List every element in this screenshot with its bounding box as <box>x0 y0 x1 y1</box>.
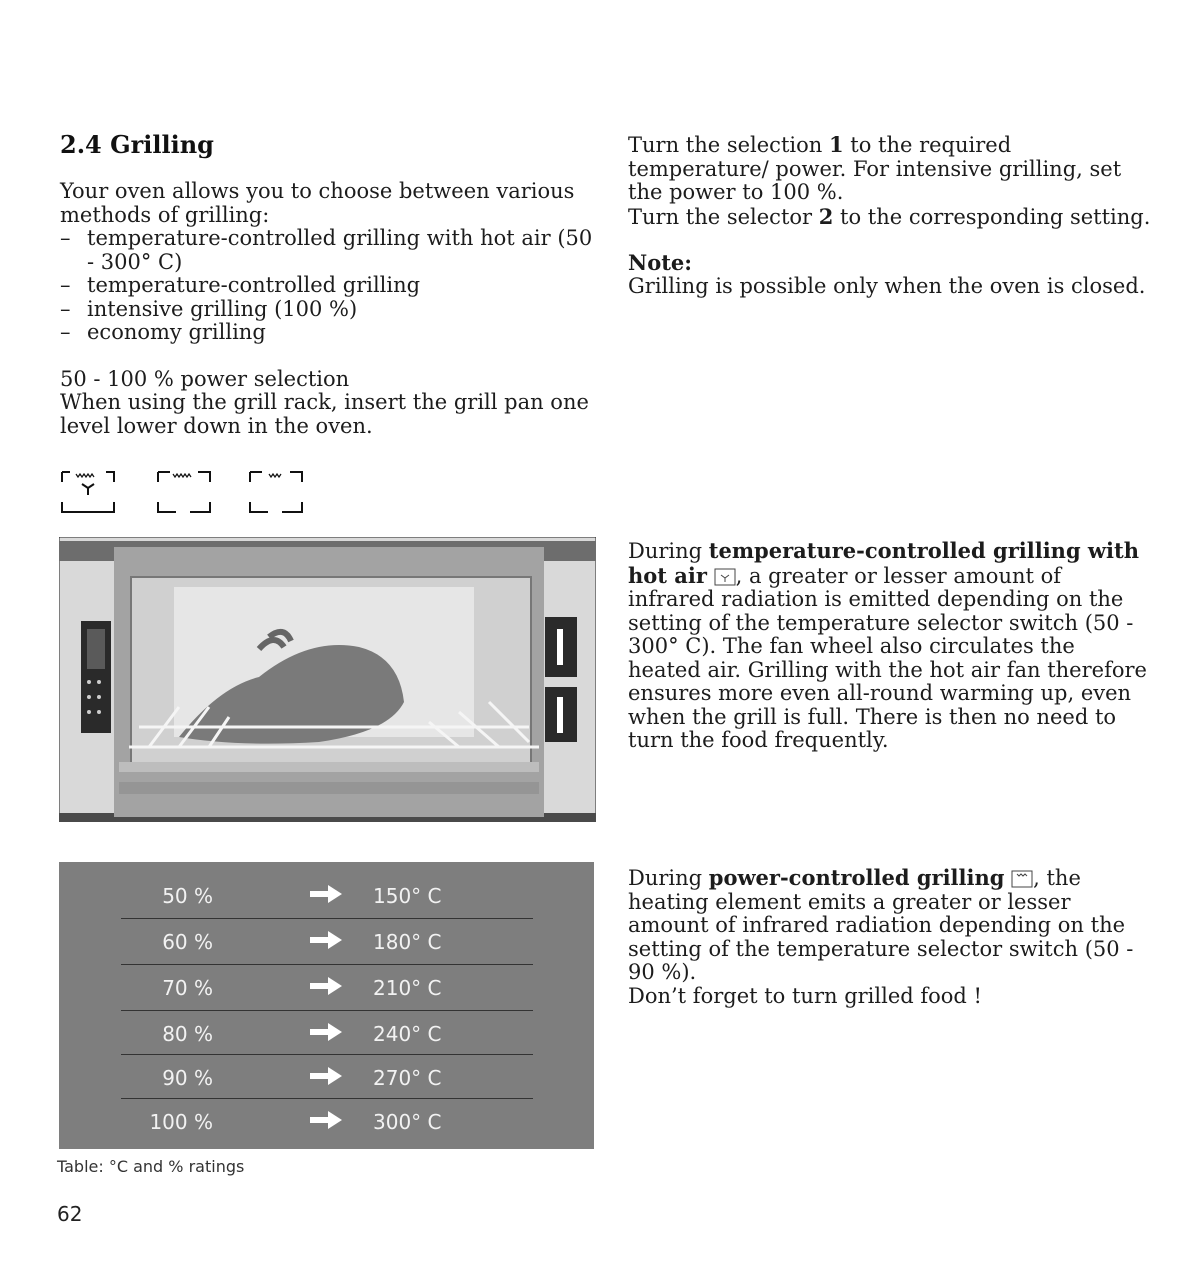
power-term: power-controlled grilling <box>708 865 1005 890</box>
temperature-cell: 240° C <box>373 1022 442 1046</box>
table-caption: Table: °C and % ratings <box>57 1157 245 1176</box>
hot-air-paragraph: During temperature-controlled grilling with hot air , a greater or lesser amount of infrared radiation is emitted depending on the setting of the temperature selector switch (50 - 300° C). The fan wheel also circulates the heated air. Grilling with the hot air fan therefore ensures more even all-round warming up, even when the grill is full. There is then no need to turn the food frequently. <box>628 538 1147 752</box>
grill-icon <box>1011 870 1033 888</box>
table-row <box>121 1098 533 1144</box>
hot-air-grill-icon <box>60 470 116 514</box>
power-cell: 50 % <box>162 884 213 908</box>
power-selection-text: 50 - 100 % power selection <box>60 366 350 391</box>
table-row <box>121 872 533 918</box>
note-text: Grilling is possible only when the oven is closed. <box>628 273 1146 298</box>
intro-text: Your oven allows you to choose between various methods of grilling: <box>60 179 575 227</box>
temperature-cell: 180° C <box>373 930 442 954</box>
table-row <box>121 918 533 964</box>
table-row <box>121 1010 533 1056</box>
list-item: – economy grilling <box>60 321 600 345</box>
grill-icon <box>156 470 212 514</box>
turn-food-reminder: Don’t forget to turn grilled food ! <box>628 983 982 1008</box>
arrow-right-icon <box>308 975 344 997</box>
instructions-block <box>628 133 1158 298</box>
arrow-right-icon <box>308 1065 344 1087</box>
power-cell: 70 % <box>162 976 213 1000</box>
hot-air-term: temperature-controlled grilling with hot air <box>628 538 1139 588</box>
temperature-cell: 210° C <box>373 976 442 1000</box>
table-row <box>121 1054 533 1100</box>
arrow-right-icon <box>308 929 344 951</box>
list-item: – temperature-controlled grilling with hot air (50 - 300° C) <box>60 227 600 274</box>
instruction-1: Turn the selection 1 to the required temperature/ power. For intensive grilling, set the power to 100 %. <box>628 132 1122 204</box>
page-number: 62 <box>57 1202 83 1226</box>
oven-illustration <box>59 537 596 822</box>
section-heading: 2.4 Grilling <box>60 130 214 159</box>
power-cell: 90 % <box>162 1066 213 1090</box>
table-row <box>121 964 533 1010</box>
temperature-cell: 150° C <box>373 884 442 908</box>
power-paragraph: During power-controlled grilling , the heating element emits a greater or lesser amount of infrared radiation depending on the setting of the temperature selector switch (50 - 90 %). Don’t forget to turn grilled food ! <box>628 866 1153 1008</box>
grill-rack-tip: When using the grill rack, insert the grill pan one level lower down in the oven. <box>60 390 589 438</box>
arrow-right-icon <box>308 1021 344 1043</box>
temperature-cell: 270° C <box>373 1066 442 1090</box>
ratings-table <box>59 862 594 1149</box>
instruction-2: Turn the selector 2 to the corresponding setting. <box>628 203 1151 229</box>
power-cell: 60 % <box>162 930 213 954</box>
list-item: – intensive grilling (100 %) <box>60 298 600 322</box>
hot-air-grill-icon <box>714 568 736 586</box>
arrow-right-icon <box>308 1109 344 1131</box>
arrow-right-icon <box>308 883 344 905</box>
list-item: – temperature-controlled grilling <box>60 274 600 298</box>
grilling-methods-list <box>60 227 600 345</box>
power-cell: 80 % <box>162 1022 213 1046</box>
power-cell: 100 % <box>149 1110 213 1134</box>
economy-grill-icon <box>248 470 304 514</box>
intro-block <box>60 180 600 438</box>
note-title: Note: <box>628 250 693 275</box>
temperature-cell: 300° C <box>373 1110 442 1134</box>
